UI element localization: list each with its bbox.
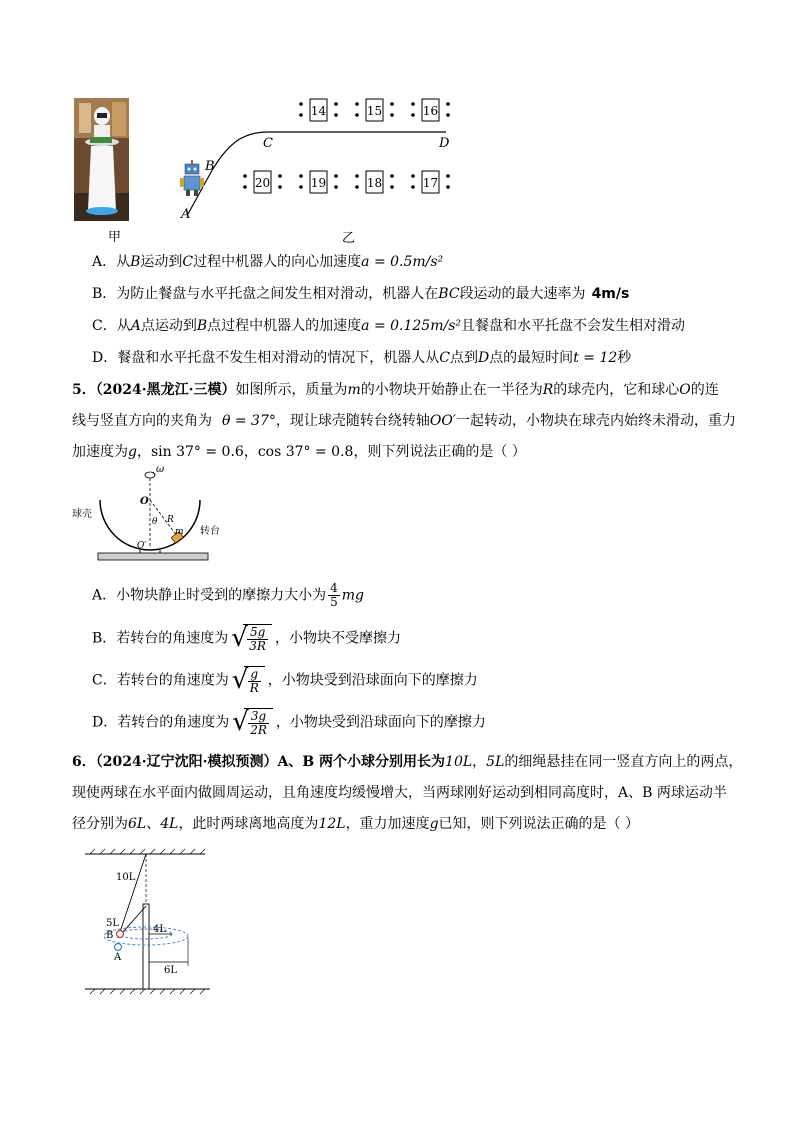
svg-text:球壳: 球壳 — [72, 509, 92, 520]
svg-text:5L: 5L — [106, 918, 120, 929]
table-20: 20 — [254, 176, 271, 190]
svg-text:转台: 转台 — [200, 526, 220, 537]
q5-figure — [70, 462, 250, 572]
table-18: 18 — [366, 176, 383, 190]
svg-text:m: m — [175, 527, 184, 537]
q6-line-2: 现使两球在水平面内做圆周运动，且角速度均缓慢增大，当两球刚好运动到相同高度时，A、B 两球运动半 — [72, 785, 727, 801]
svg-text:O′: O′ — [137, 541, 147, 551]
svg-text:O: O — [140, 496, 149, 507]
q4-option-d: D．餐盘和水平托盘不发生相对滑动的情况下，机器人从C点到D点的最短时间t = 12秒 — [92, 350, 632, 366]
svg-text:4L: 4L — [153, 924, 167, 935]
svg-text:ω: ω — [156, 464, 165, 475]
table-19: 19 — [310, 176, 327, 190]
svg-text:θ: θ — [152, 517, 158, 527]
q4-option-b: B．为防止餐盘与水平托盘之间发生相对滑动，机器人在BC段运动的最大速率为 4m/s — [92, 286, 630, 302]
q5-option-a: A．小物块静止时受到的摩擦力大小为 $\frac{4}{5}$ mg — [92, 581, 364, 609]
q5-option-b: B．若转台的角速度为 √ $\frac{5g}{3R}$ ，小物块不受摩擦力 — [92, 623, 401, 653]
table-16: 16 — [422, 104, 439, 118]
q6-line-3: 径分别为6L、4L，此时两球离地高度为12L，重力加速度g已知，则下列说法正确的是（ ） — [72, 816, 639, 832]
q6-figure — [80, 846, 215, 996]
point-b: B — [205, 159, 215, 174]
q5-line-1: 5．（2024·黑龙江·三模）如图所示，质量为m的小物块开始静止在一半径为R的球壳内，它和球心O的连 — [72, 382, 719, 398]
point-a: A — [181, 207, 191, 222]
photo-caption: 甲 — [108, 230, 122, 245]
table-14: 14 — [310, 104, 327, 118]
q5-option-c: C．若转台的角速度为 √ $\frac{g}{R}$ ，小物块受到沿球面向下的摩擦力 — [92, 665, 478, 695]
svg-text:B: B — [106, 930, 114, 941]
q4-option-c: C．从A点运动到B点过程中机器人的加速度a = 0.125m/s²且餐盘和水平托盘不会发生相对滑动 — [92, 318, 685, 334]
q5-option-d: D．若转台的角速度为 √ $\frac{3g}{2R}$ ，小物块受到沿球面向下的摩擦力 — [92, 707, 486, 737]
svg-text:R: R — [167, 515, 174, 525]
svg-text:10L: 10L — [116, 872, 136, 883]
bottom-tables — [243, 171, 450, 193]
point-d: D — [439, 136, 450, 151]
track-diagram — [170, 92, 460, 222]
q5-line-2: 线与竖直方向的夹角为 θ = 37°，现让球壳随转台绕转轴OO′一起转动，小物块在球壳内始终未滑动，重力 — [72, 413, 737, 429]
robot-photo — [74, 98, 129, 221]
svg-text:6L: 6L — [164, 965, 178, 976]
diagram-caption: 乙 — [342, 231, 356, 246]
svg-text:A: A — [114, 952, 122, 963]
q4-option-a: A．从B运动到C过程中机器人的向心加速度a = 0.5m/s² — [92, 254, 444, 270]
table-15: 15 — [366, 104, 383, 118]
point-c: C — [263, 136, 273, 151]
q6-line-1: 6．（2024·辽宁沈阳·模拟预测）A、B 两个小球分别用长为10L，5L的细绳悬挂在同一竖直方向上的两点， — [72, 754, 743, 770]
table-17: 17 — [422, 176, 439, 190]
q5-line-3: 加速度为g，sin 37° = 0.6，cos 37° = 0.8，则下列说法正确的是（ ） — [72, 444, 526, 460]
